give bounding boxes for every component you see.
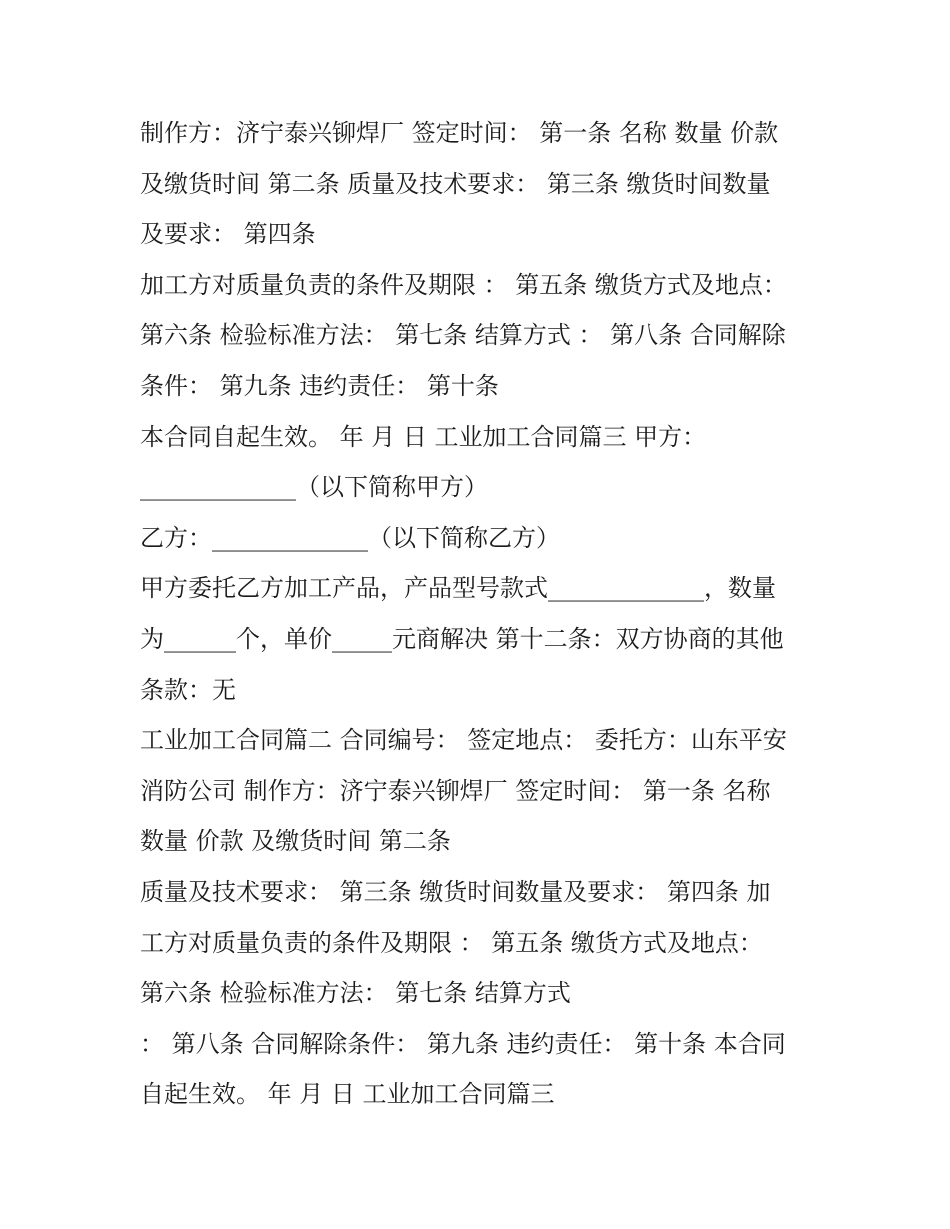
- text-line: 自起生效。 年 月 日 工业加工合同篇三: [140, 1080, 555, 1109]
- text-line: 工方对质量负责的条件及期限 ： 第五条 缴货方式及地点：: [140, 928, 763, 957]
- document-body: [140, 108, 820, 1120]
- text-line: 第六条 检验标准方法： 第七条 结算方式 ： 第八条 合同解除: [140, 321, 786, 350]
- text-line: 及要求： 第四条: [140, 220, 316, 249]
- text-line: 乙方：_____________（以下简称乙方）: [140, 523, 560, 552]
- text-line: 数量 价款 及缴货时间 第二条: [140, 827, 451, 856]
- text-line: ： 第八条 合同解除条件： 第九条 违约责任： 第十条 本合同: [140, 1029, 786, 1058]
- text-line: 工业加工合同篇二 合同编号： 签定地点： 委托方：山东平安: [140, 726, 787, 755]
- text-line: 质量及技术要求： 第三条 缴货时间数量及要求： 第四条 加: [140, 877, 771, 906]
- text-line: 消防公司 制作方：济宁泰兴铆焊厂 签定时间： 第一条 名称: [140, 776, 771, 805]
- text-line: 制作方：济宁泰兴铆焊厂 签定时间： 第一条 名称 数量 价款: [140, 119, 779, 147]
- text-line: 条件： 第九条 违约责任： 第十条: [140, 371, 499, 400]
- text-line: 第六条 检验标准方法： 第七条 结算方式: [140, 979, 571, 1008]
- text-line: 本合同自起生效。 年 月 日 工业加工合同篇三 甲方：: [140, 422, 707, 451]
- text-line: 为______个，单价_____元商解决 第十二条：双方协商的其他: [140, 624, 784, 653]
- text-line: 甲方委托乙方加工产品，产品型号款式_____________，数量: [140, 574, 776, 603]
- text-line: 加工方对质量负责的条件及期限 ： 第五条 缴货方式及地点：: [140, 270, 787, 299]
- text-line: 条款：无: [140, 675, 236, 704]
- text-line: _____________（以下简称甲方）: [140, 473, 488, 502]
- text-line: 及缴货时间 第二条 质量及技术要求： 第三条 缴货时间数量: [140, 169, 771, 198]
